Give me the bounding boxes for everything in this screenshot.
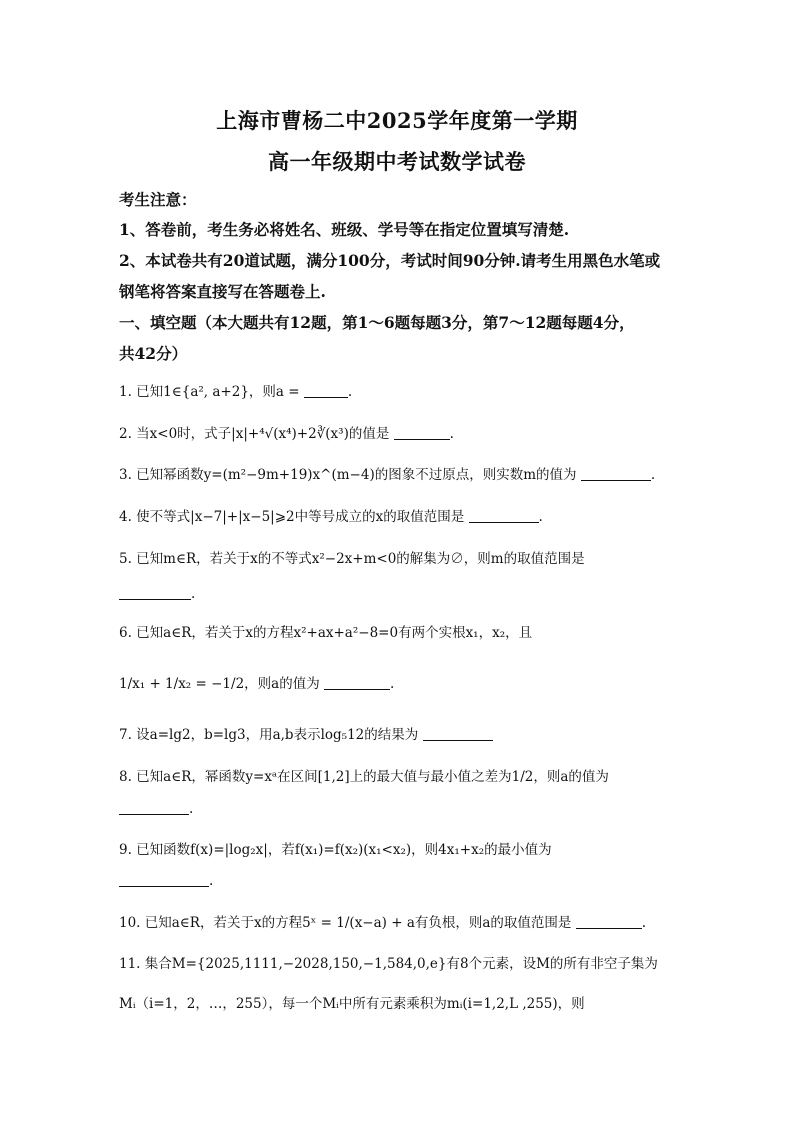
answer-blank-9 bbox=[119, 872, 209, 887]
answer-blank-10 bbox=[576, 914, 642, 929]
question-7 bbox=[119, 723, 699, 743]
question-4-text: 4. 使不等式|x−7|+|x−5|⩾2中等号成立的x的取值范围是 bbox=[119, 509, 465, 525]
question-3-text: 3. 已知幂函数y=(m²−9m+19)x^(m−4)的图象不过原点，则实数m的值为 bbox=[119, 467, 577, 483]
question-4: 4. 使不等式|x−7|+|x−5|⩾2中等号成立的x的取值范围是 . bbox=[119, 509, 543, 525]
answer-blank-4 bbox=[469, 508, 539, 523]
question-9 bbox=[119, 838, 699, 858]
answer-blank-5 bbox=[119, 585, 191, 600]
question-11a bbox=[119, 952, 699, 972]
section-heading-a: 一、填空题（本大题共有12题，第1～6题每题3分，第7～12题每题4分， bbox=[119, 313, 635, 332]
answer-blank-1 bbox=[304, 383, 348, 398]
question-6b-text: 1/x₁ + 1/x₂ = −1/2，则a的值为 bbox=[119, 676, 320, 692]
question-5-text: 5. 已知m∈R，若关于x的不等式x²−2x+m<0的解集为∅，则m的取值范围是 bbox=[119, 551, 585, 567]
question-8-answer-line: . bbox=[119, 800, 699, 817]
question-2-text: 2. 当x<0时，式子|x|+⁴√(x⁴)+2∛(x³)的值是 bbox=[119, 426, 390, 442]
question-9-answer-line: . bbox=[119, 872, 699, 889]
notice-item-1: 1、答卷前，考生务必将姓名、班级、学号等在指定位置填写清楚. bbox=[119, 220, 570, 239]
question-6a-text: 6. 已知a∈R，若关于x的方程x²+ax+a²−8=0有两个实根x₁，x₂，且 bbox=[119, 625, 533, 641]
question-1: 1. 已知1∈{a², a+2}，则a = . bbox=[119, 384, 353, 400]
question-11b bbox=[119, 992, 699, 1012]
question-6a bbox=[119, 621, 699, 641]
exam-title-line2: 高一年级期中考试数学试卷 bbox=[268, 149, 526, 174]
question-1-text: 1. 已知1∈{a², a+2}，则a = bbox=[119, 384, 300, 400]
question-2: 2. 当x<0时，式子|x|+⁴√(x⁴)+2∛(x³)的值是 . bbox=[119, 426, 454, 442]
question-10: 10. 已知a∈R，若关于x的方程5ˣ = 1/(x−a) + a有负根，则a的取值范围是 . bbox=[119, 915, 647, 931]
question-8-text: 8. 已知a∈R，幂函数y=xᵃ在区间[1,2]上的最大值与最小值之差为1/2，则a的值为 bbox=[119, 769, 609, 785]
answer-blank-3 bbox=[581, 466, 651, 481]
notice-item-2b: 钢笔将答案直接写在答题卷上. bbox=[119, 282, 326, 301]
question-8 bbox=[119, 765, 699, 785]
question-5-answer-line: . bbox=[119, 585, 699, 602]
question-7-text: 7. 设a=lg2，b=lg3，用a,b表示log₅12的结果为 bbox=[119, 727, 419, 743]
notice-item-2a: 2、本试卷共有20道试题，满分100分，考试时间90分钟.请考生用黑色水笔或 bbox=[119, 251, 661, 270]
answer-blank-8 bbox=[119, 800, 189, 815]
question-3: 3. 已知幂函数y=(m²−9m+19)x^(m−4)的图象不过原点，则实数m的值为 . bbox=[119, 467, 656, 483]
answer-blank-2 bbox=[394, 425, 450, 440]
question-6b: 1/x₁ + 1/x₂ = −1/2，则a的值为 . bbox=[119, 676, 395, 692]
answer-blank-7 bbox=[423, 726, 493, 741]
question-5 bbox=[119, 547, 699, 567]
answer-blank-6 bbox=[324, 675, 390, 690]
question-9-text: 9. 已知函数f(x)=|log₂x|，若f(x₁)=f(x₂)(x₁<x₂)，则4x₁+x₂的最小值为 bbox=[119, 842, 552, 858]
exam-title-line1: 上海市曹杨二中2025学年度第一学期 bbox=[216, 108, 578, 133]
question-11b-text: Mᵢ（i=1，2，…，255），每一个Mᵢ中所有元素乘积为mᵢ(i=1,2,L ,255)，则 bbox=[119, 996, 585, 1012]
section-heading-b: 共42分） bbox=[119, 344, 188, 363]
notice-heading: 考生注意： bbox=[119, 190, 197, 209]
question-11a-text: 11. 集合M={2025,1111,−2028,150,−1,584,0,e}有8个元素，设M的所有非空子集为 bbox=[119, 956, 658, 972]
question-10-text: 10. 已知a∈R，若关于x的方程5ˣ = 1/(x−a) + a有负根，则a的取值范围是 bbox=[119, 915, 572, 931]
